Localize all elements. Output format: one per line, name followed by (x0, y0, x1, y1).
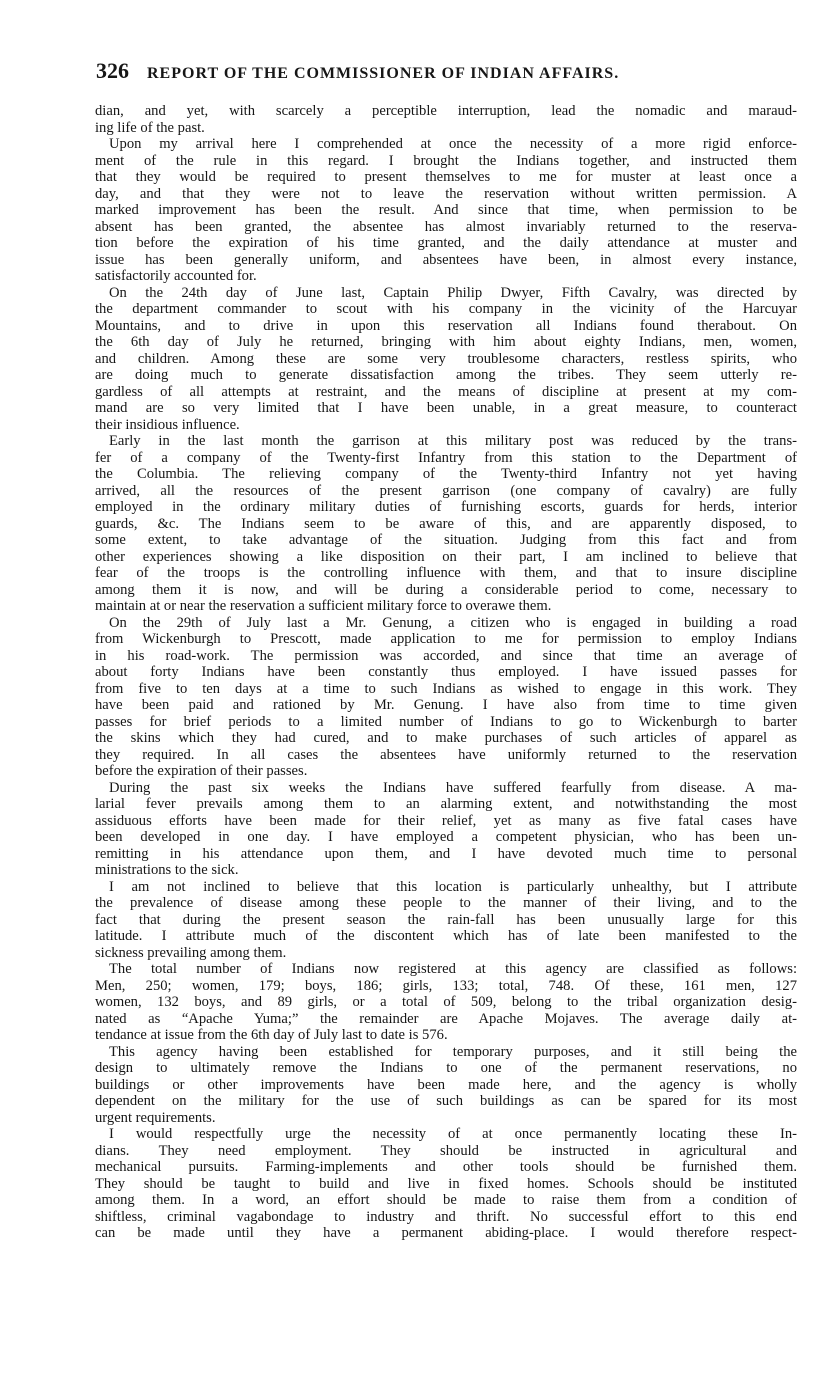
text-line: other experiences showing a like disposition on their part, I am inclined to believe that (95, 548, 797, 565)
text-line: among them. In a word, an effort should be made to raise them from a condition of (95, 1192, 797, 1208)
text-line: maintain at or near the reservation a sufficient military force to overawe them. (95, 598, 552, 614)
text-line: During the past six weeks the Indians have suffered fearfully from disease. A ma- (109, 779, 797, 796)
text-line: On the 29th of July last a Mr. Genung, a citizen who is engaged in building a road (109, 614, 797, 631)
text-line: absent has been granted, the absentee has almost invariably returned to the reserva- (95, 218, 797, 235)
text-line: ment of the rule in this regard. I brought the Indians together, and instructed them (95, 152, 797, 169)
text-line: urgent requirements. (95, 1109, 216, 1126)
text-line: dian, and yet, with scarcely a perceptible interruption, lead the nomadic and maraud- (95, 103, 797, 119)
text-line: Early in the last month the garrison at this military post was reduced by the trans- (109, 433, 797, 449)
text-line: can be made until they have a permanent abiding-place. I would therefore respect- (95, 1225, 797, 1241)
text-line: The total number of Indians now registered at this agency are classified as follows: (109, 961, 797, 977)
text-line: gardless of all attempts at restraint, and the means of discipline at present at my com- (95, 383, 797, 400)
text-line: assiduous efforts have been made for their relief, yet as many as five fatal cases have (95, 812, 797, 829)
text-line: the 6th day of July he returned, bringing with him about eighty Indians, men, women, (95, 334, 797, 350)
text-line: On the 24th day of June last, Captain Philip Dwyer, Fifth Cavalry, was directed by (109, 284, 797, 301)
text-line: I am not inclined to believe that this location is particularly unhealthy, but I attribute (109, 878, 797, 895)
text-line: day, and that they were not to leave the reservation without written permission. A (95, 185, 797, 202)
text-line: remitting in his attendance upon them, and I have devoted much time to personal (95, 845, 797, 862)
running-head: REPORT OF THE COMMISSIONER OF INDIAN AFFAIRS. (147, 65, 620, 82)
text-line: women, 132 boys, and 89 girls, or a total of 509, belong to the tribal organization desig- (95, 994, 797, 1010)
text-line: design to ultimately remove the Indians to one of the permanent reservations, no (95, 1060, 797, 1076)
text-line: among them it is now, and will be during a considerable period to come, necessary to (95, 581, 797, 598)
text-line: mechanical pursuits. Farming-implements and other tools should be furnished them. (95, 1159, 797, 1175)
text-line: that they would be required to present themselves to me for muster at least once a (95, 169, 797, 185)
text-line: fact that during the present season the rain-fall has been unusually large for this (95, 911, 797, 928)
text-line: latitude. I attribute much of the discontent which has of late been manifested to the (95, 928, 797, 944)
page-header (96, 58, 796, 84)
text-line: the skins which they had cured, and to make purchases of such articles of apparel as (95, 730, 797, 746)
text-line: been developed in one day. I have employed a competent physician, who has been un- (95, 829, 797, 845)
text-line: in his road-work. The permission was accorded, and since that time an average of (95, 647, 797, 664)
text-line: fer of a company of the Twenty-first Infantry from this station to the Department of (95, 449, 797, 466)
text-line: tion before the expiration of his time granted, and the daily attendance at muster and (95, 235, 797, 251)
text-line: arrived, all the resources of the present garrison (one company of cavalry) are fully (95, 482, 797, 499)
text-line: dependent on the military for the use of such buildings as can be spared for its most (95, 1093, 797, 1109)
text-line: before the expiration of their passes. (95, 763, 308, 779)
text-line: from Wickenburgh to Prescott, made application to me for permission to employ Indians (95, 631, 797, 647)
text-line: fear of the troops is the controlling influence with them, and that to insure discipline (95, 565, 797, 581)
text-line: nated as “Apache Yuma;” the remainder are Apache Mojaves. The average daily at- (95, 1010, 797, 1027)
text-line: passes for brief periods to a limited number of Indians to go to Wickenburgh to barter (95, 713, 797, 730)
page-number: 326 (96, 58, 129, 83)
text-line: Mountains, and to drive in upon this reservation all Indians found therabout. On (95, 317, 797, 334)
text-line: have been paid and rationed by Mr. Genung. I have also from time to time given (95, 697, 797, 713)
text-line: about forty Indians have been constantly thus employed. I have issued passes for (95, 664, 797, 680)
text-line: This agency having been established for temporary purposes, and it still being the (109, 1043, 797, 1060)
text-line: employed in the ordinary military duties of furnishing escorts, guards for herds, interior (95, 499, 797, 515)
text-line: the prevalence of disease among these people to the manner of their living, and to the (95, 895, 797, 911)
text-line: ing life of the past. (95, 119, 205, 136)
text-line: guards, &c. The Indians seem to be aware of this, and are apparently disposed, to (95, 515, 797, 532)
text-line: Upon my arrival here I comprehended at once the necessity of a more rigid enforce- (109, 136, 797, 152)
text-line: ministrations to the sick. (95, 862, 239, 878)
text-line: shiftless, criminal vagabondage to industry and thrift. No successful effort to this end (95, 1208, 797, 1225)
text-line: the Columbia. The relieving company of the Twenty-third Infantry not yet having (95, 466, 797, 482)
body-text (95, 103, 797, 1242)
text-line: tendance at issue from the 6th day of July last to date is 576. (95, 1027, 448, 1043)
text-line: larial fever prevails among them to an alarming extent, and notwithstanding the most (95, 796, 797, 812)
text-line: I would respectfully urge the necessity of at once permanently locating these In- (109, 1126, 797, 1142)
text-line: They should be taught to build and live in fixed homes. Schools should be instituted (95, 1175, 797, 1192)
text-line: they required. In all cases the absentees have uniformly returned to the reservation (95, 746, 797, 763)
text-line: dians. They need employment. They should be instructed in agricultural and (95, 1142, 797, 1159)
text-line: from five to ten days at a time to such Indians as wished to engage in this work. They (95, 680, 797, 697)
text-line: and children. Among these are some very troublesome characters, restless spirits, who (95, 350, 797, 367)
text-line: Men, 250; women, 179; boys, 186; girls, 133; total, 748. Of these, 161 men, 127 (95, 977, 797, 994)
text-line: their insidious influence. (95, 416, 240, 433)
text-line: buildings or other improvements have been made here, and the agency is wholly (95, 1076, 797, 1093)
text-line: the department commander to scout with his company in the vicinity of the Harcuyar (95, 301, 797, 317)
text-line: some extent, to take advantage of the situation. Judging from this fact and from (95, 532, 797, 548)
text-line: sickness prevailing among them. (95, 944, 287, 961)
text-line: are doing much to generate dissatisfaction among the tribes. They seem utterly re- (95, 367, 797, 383)
text-line: marked improvement has been the result. And since that time, when permission to be (95, 202, 797, 218)
text-line: issue has been generally uniform, and absentees have been, in almost every instance, (95, 251, 797, 268)
text-line: satisfactorily accounted for. (95, 268, 257, 284)
text-line: mand are so very limited that I have been unable, in a great measure, to counteract (95, 400, 797, 416)
